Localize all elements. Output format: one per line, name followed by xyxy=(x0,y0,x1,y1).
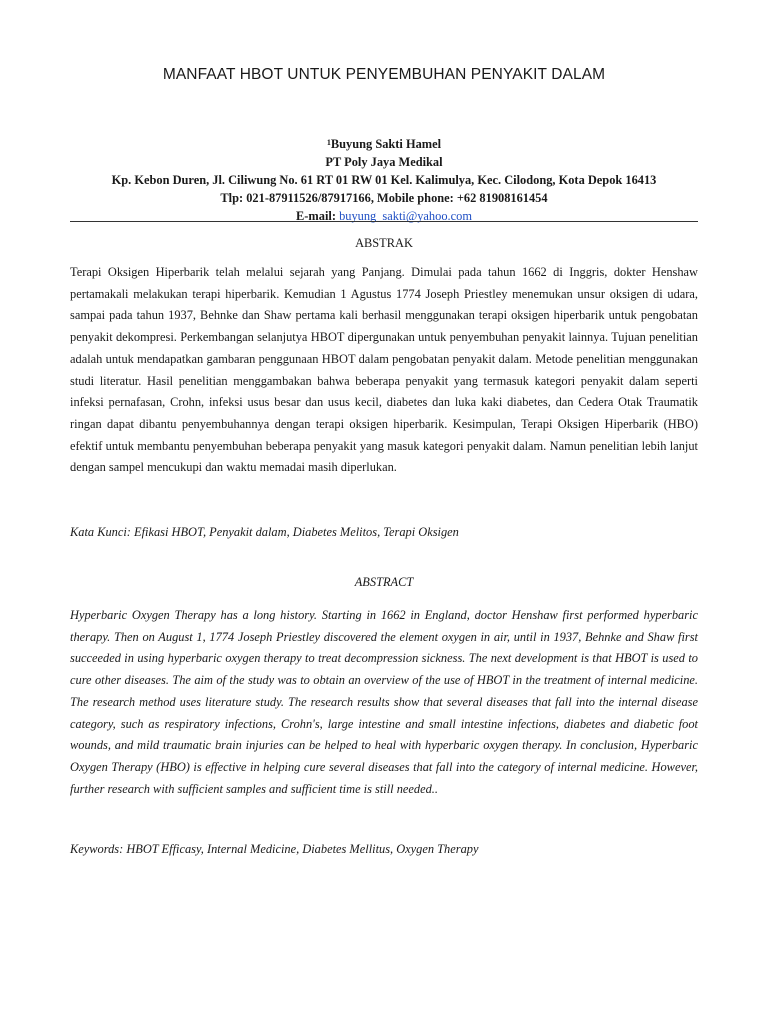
email-label: E-mail: xyxy=(296,209,340,223)
author-superscript: 1 xyxy=(326,138,331,147)
email-link[interactable]: buyung_sakti@yahoo.com xyxy=(339,209,472,223)
abstrak-paragraph: Terapi Oksigen Hiperbarik telah melalui sejarah yang Panjang. Dimulai pada tahun 1662 di Inggris, dokter Henshaw pertamakali melakukan terapi hiperbarik. Kemudian 1 Agustus 1774 Joseph Priestley menemukan unsur oksigen di udara, sampai pada tahun 1937, Behnke dan Shaw pertama kali berhasil menggunakan terapi oksigen hiperbarik untuk pengobatan penyakit dekompresi. Perkembangan selanjutya HBOT dipergunakan untuk penyembuhan penyakit lainnya. Tujuan penelitian adalah untuk mendapatkan gambaran penggunaan HBOT dalam pengobatan penyakit dalam. Metode penelitian menggunakan studi literatur. Hasil penelitian menggambakan bahwa beberapa penyakit yang termasuk kategori penyakit dalam seperti infeksi pernafasan, Crohn, infeksi usus besar dan usus kecil, diabetes dan luka kaki diabetes, dan Cedera Otak Traumatik ringan dapat dibantu penyembuhannya dengan terapi oksigen hiperbarik. Kesimpulan, Terapi Oksigen Hiperbarik (HBO) efektif untuk membantu penyembuhan beberapa penyakit yang masuk kategori penyakit dalam. Namun penelitian lebih lanjut dengan sampel mencukupi dan waktu memadai masih diperlukan. xyxy=(70,265,698,475)
author-email-line xyxy=(0,207,768,225)
abstract-heading: ABSTRACT xyxy=(354,575,414,589)
paper-title: MANFAAT HBOT UNTUK PENYEMBUHAN PENYAKIT DALAM xyxy=(162,66,606,83)
header-divider xyxy=(70,221,698,222)
author-name-line xyxy=(0,135,768,153)
author-block xyxy=(0,135,768,225)
author-name: Buyung Sakti Hamel xyxy=(330,137,442,151)
author-address: Kp. Kebon Duren, Jl. Ciliwung No. 61 RT 01 RW 01 Kel. Kalimulya, Kec. Cilodong, Kota Depok 16413 xyxy=(111,173,657,187)
abstract-paragraph: Hyperbaric Oxygen Therapy has a long history. Starting in 1662 in England, doctor Henshaw first performed hyperbaric therapy. Then on August 1, 1774 Joseph Priestley discovered the element oxygen in air, until in 1937, Behnke and Shaw first succeeded in using hyperbaric oxygen therapy to treat decompression sickness. The next development is that HBOT is used to cure other diseases. The aim of the study was to obtain an overview of the use of HBOT in the treatment of internal medicine. The research method uses literature study. The research results show that several diseases that fall into the internal disease category, such as respiratory infections, Crohn's, large intestine and small intestine infections, diabetes and diabetic foot wounds, and mild traumatic brain injuries can be helped to heal with hyperbaric oxygen therapy. In conclusion, Hyperbaric Oxygen Therapy (HBO) is effective in helping cure several diseases that fall into the category of internal medicine. However, further research with sufficient samples and sufficient time is still needed.. xyxy=(70,608,698,796)
abstrak-keywords: Kata Kunci: Efikasi HBOT, Penyakit dalam, Diabetes Melitos, Terapi Oksigen xyxy=(70,525,459,539)
abstrak-heading: ABSTRAK xyxy=(355,236,413,250)
abstract-keywords: Keywords: HBOT Efficasy, Internal Medicine, Diabetes Mellitus, Oxygen Therapy xyxy=(70,842,479,856)
author-affiliation: PT Poly Jaya Medikal xyxy=(325,155,443,169)
author-phone: Tlp: 021-87911526/87917166, Mobile phone: +62 81908161454 xyxy=(220,191,548,205)
